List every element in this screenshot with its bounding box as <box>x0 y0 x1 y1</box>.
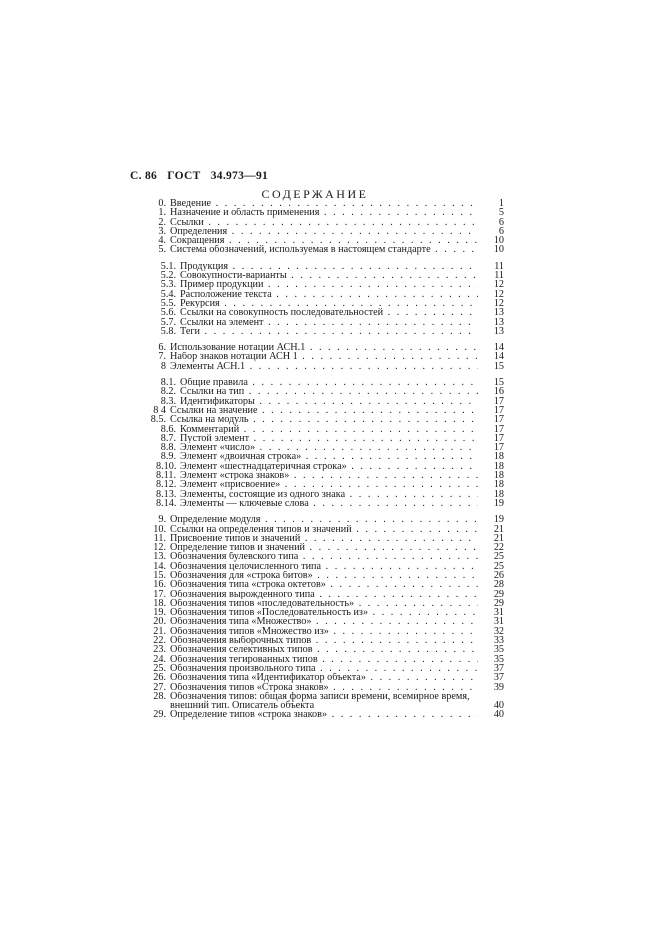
toc-entry-number: 5.2. <box>160 270 176 282</box>
toc-entry-page: 35 <box>493 644 504 656</box>
toc-entry-number: 8.10. <box>156 460 177 472</box>
toc-entry <box>140 406 504 415</box>
toc-entry-page: 21 <box>493 532 504 544</box>
toc-group-gap <box>140 255 504 262</box>
toc-title: СОДЕРЖАНИЕ <box>261 187 369 201</box>
toc-entry-title: Обозначения для «строка битов» . . <box>170 571 478 580</box>
toc-entry-title: Пример продукции . . <box>180 280 478 289</box>
toc-entry-number: 8.2. <box>160 386 176 398</box>
toc-entry-number: 1. <box>158 207 166 219</box>
toc-entry <box>140 471 504 480</box>
toc-entry-number: 21. <box>153 625 166 637</box>
toc-entry-number: 3. <box>158 225 166 237</box>
toc-entry-page: 40 <box>493 700 504 712</box>
toc-entry <box>140 343 504 352</box>
toc-entry-title: Совокупности-варианты . . <box>180 271 478 280</box>
toc-entry-number: 8.9. <box>160 451 176 463</box>
toc-entry <box>140 710 504 719</box>
toc-entry-number: 11. <box>153 532 166 544</box>
toc-entry <box>140 227 504 236</box>
toc-entry-page: 16 <box>493 386 504 398</box>
toc-entry-title: Обозначения типов «Строка знаков» . . <box>170 683 478 692</box>
toc-entry-page: 19 <box>493 497 504 509</box>
toc-entry-page: 17 <box>493 414 504 426</box>
toc-entry-page: 15 <box>493 377 504 389</box>
toc-entry-number: 8 4 <box>153 404 166 416</box>
toc-entry-page: 31 <box>493 607 504 619</box>
toc-entry-number: 4. <box>158 235 166 247</box>
toc-entry-number: 5.8. <box>160 325 176 337</box>
toc-entry-title: Обозначения типов: общая форма записи времени, всемирное время, внешний тип. Описатель объекта <box>170 691 470 711</box>
toc-entry <box>140 534 504 543</box>
toc-entry-page: 10 <box>493 235 504 247</box>
toc-entry-title: Определение типов и значений . . <box>170 543 478 552</box>
toc-entry-page: 13 <box>493 307 504 319</box>
toc-entry-number: 5.6. <box>160 307 176 319</box>
toc-entry-page: 13 <box>493 325 504 337</box>
toc-entry <box>140 262 504 271</box>
toc-entry <box>140 480 504 489</box>
toc-entry <box>140 590 504 599</box>
toc-entry-title: Обозначения типа «Множество» . . <box>170 617 478 626</box>
toc-entry <box>140 673 504 682</box>
toc-entry <box>140 627 504 636</box>
toc-entry-number: 8.13. <box>156 488 177 500</box>
toc-entry-page: 19 <box>493 514 504 526</box>
toc-entry-page: 25 <box>493 560 504 572</box>
toc-entry-number: 8.5. <box>150 414 166 426</box>
toc-entry-title: Система обозначений, используемая в настоящем стандарте . . <box>170 245 478 254</box>
toc-entry <box>140 378 504 387</box>
toc-entry-number: 2. <box>158 216 166 228</box>
toc-entry-page: 37 <box>493 672 504 684</box>
toc-entry-title: Обозначения типов «последовательность» . . <box>170 599 478 608</box>
toc-entry <box>140 397 504 406</box>
toc-entry-number: 10. <box>153 523 166 535</box>
toc-entry-page: 22 <box>493 542 504 554</box>
toc-entry <box>140 208 504 217</box>
toc-entry <box>140 443 504 452</box>
toc-entry-title: Сокращения . . <box>170 236 478 245</box>
toc-entry-number: 26. <box>153 672 166 684</box>
table-of-contents <box>140 199 504 720</box>
toc-entry-page: 10 <box>493 244 504 256</box>
toc-entry-page: 35 <box>493 653 504 665</box>
toc-entry-title: Рекурсия . . <box>180 299 478 308</box>
toc-entry-page: 17 <box>493 432 504 444</box>
toc-entry-title: Расположение текста . . <box>180 290 478 299</box>
toc-entry <box>140 525 504 534</box>
toc-entry-number: 13. <box>153 551 166 563</box>
toc-entry <box>140 362 504 371</box>
toc-entry-number: 28. <box>153 690 166 702</box>
toc-entry-page: 17 <box>493 395 504 407</box>
toc-entry-title: Ссылки . . <box>170 218 478 227</box>
toc-entry <box>140 327 504 336</box>
toc-entry-page: 13 <box>493 316 504 328</box>
toc-entry-title: Комментарий . . <box>180 425 478 434</box>
toc-entry-title: Обозначения вырожденного типа . . <box>170 590 478 599</box>
toc-entry <box>140 199 504 208</box>
toc-entry <box>140 352 504 361</box>
page-number: С. 86 <box>130 170 158 182</box>
toc-entry-number: 8.6. <box>160 423 176 435</box>
toc-entry <box>140 434 504 443</box>
toc-entry-number: 5.7. <box>160 316 176 328</box>
toc-entry-page: 29 <box>493 588 504 600</box>
toc-entry-title: Обозначения селективных типов . . <box>170 645 478 654</box>
toc-entry-page: 11 <box>494 260 504 272</box>
toc-entry-number: 5.4. <box>160 288 176 300</box>
toc-entry <box>140 318 504 327</box>
toc-entry <box>140 552 504 561</box>
toc-entry-number: 18. <box>153 597 166 609</box>
toc-entry-number: 8 <box>160 360 166 372</box>
toc-entry-title: Обозначения типов «Множество из» . . <box>170 627 478 636</box>
toc-entry-title: Общие правила . . <box>180 378 478 387</box>
toc-entry-title: Ссылки на тип . . <box>180 387 478 396</box>
toc-entry-number: 6. <box>158 342 166 354</box>
toc-entry-page: 32 <box>493 625 504 637</box>
toc-entry-page: 14 <box>493 342 504 354</box>
toc-entry-title: Ссылка на модуль . . <box>170 415 478 424</box>
toc-entry-page: 28 <box>493 579 504 591</box>
toc-entry-page: 6 <box>498 216 504 228</box>
toc-entry-number: 8.3. <box>160 395 176 407</box>
toc-entry <box>140 387 504 396</box>
toc-entry-page: 31 <box>493 616 504 628</box>
toc-entry <box>140 617 504 626</box>
toc-entry-number: 5.5. <box>160 297 176 309</box>
toc-entry <box>140 655 504 664</box>
toc-entry-page: 5 <box>498 207 504 219</box>
toc-entry-page: 33 <box>493 635 504 647</box>
toc-entry-number: 24. <box>153 653 166 665</box>
toc-entry <box>140 280 504 289</box>
toc-entry <box>140 290 504 299</box>
toc-entry-number: 5. <box>158 244 166 256</box>
toc-entry-page: 17 <box>493 404 504 416</box>
toc-entry-title: Теги . . <box>180 327 478 336</box>
toc-entry <box>140 218 504 227</box>
toc-entry-number: 8.7. <box>160 432 176 444</box>
toc-entry-number: 20. <box>153 616 166 628</box>
toc-entry-title: Пустой элемент . . <box>180 434 478 443</box>
toc-entry-title: Назначение и область применения . . <box>170 208 478 217</box>
toc-entry-title: Использование нотации АСН.1 . . <box>170 343 478 352</box>
toc-entry-page: 29 <box>493 597 504 609</box>
toc-entry <box>140 562 504 571</box>
toc-entry-number: 7. <box>158 351 166 363</box>
toc-entry-title: Идентификаторы . . <box>180 397 478 406</box>
toc-entry-number: 14. <box>153 560 166 572</box>
toc-entry-number: 29. <box>153 709 166 721</box>
toc-entry-page: 12 <box>493 279 504 291</box>
toc-entry-number: 0. <box>158 198 166 209</box>
toc-entry <box>140 571 504 580</box>
toc-entry-page: 39 <box>493 681 504 693</box>
toc-entry <box>140 271 504 280</box>
toc-entry-page: 12 <box>493 288 504 300</box>
toc-entry-title: Элемент «строка знаков» . . <box>180 471 478 480</box>
toc-entry-title: Введение . . <box>170 199 478 208</box>
toc-entry-number: 19. <box>153 607 166 619</box>
toc-entry-page: 17 <box>493 442 504 454</box>
toc-entry-page: 18 <box>493 479 504 491</box>
toc-entry-title: Продукция . . <box>180 262 478 271</box>
toc-entry <box>140 236 504 245</box>
toc-entry <box>140 452 504 461</box>
toc-entry-title: Определение типов «строка знаков» . . <box>170 710 478 719</box>
toc-entry-page: 18 <box>493 488 504 500</box>
standard-label: ГОСТ <box>167 170 201 182</box>
toc-entry <box>140 462 504 471</box>
page-header <box>130 170 275 182</box>
toc-entry-title: Обозначения типа «Идентификатор объекта» . . <box>170 673 478 682</box>
toc-group-gap <box>140 371 504 378</box>
toc-entry-number: 17. <box>153 588 166 600</box>
toc-entry-title: Обозначения типов «Последовательность из» . . <box>170 608 478 617</box>
toc-entry <box>140 499 504 508</box>
toc-entry <box>140 580 504 589</box>
toc-entry-number: 27. <box>153 681 166 693</box>
toc-entry-title: Элемент «число» . . <box>180 443 478 452</box>
toc-entry <box>140 490 504 499</box>
toc-entry-title: Обозначения целочисленного типа . . <box>170 562 478 571</box>
toc-entry-title: Ссылки на совокупность последовательностей . . <box>180 308 478 317</box>
toc-entry-page: 18 <box>493 460 504 472</box>
toc-entry-number: 23. <box>153 644 166 656</box>
toc-entry-page: 37 <box>493 662 504 674</box>
toc-entry-title: Элементы, состоящие из одного знака . . <box>180 490 478 499</box>
toc-entry-page: 1 <box>498 198 504 209</box>
toc-entry-title: Обозначения булевского типа . . <box>170 552 478 561</box>
toc-entry <box>140 636 504 645</box>
toc-entry-page: 18 <box>493 451 504 463</box>
toc-entry-number: 16. <box>153 579 166 591</box>
toc-entry <box>140 683 504 692</box>
toc-entry-title: Обозначения произвольного типа . . <box>170 664 478 673</box>
toc-entry-number: 8.1. <box>160 377 176 389</box>
toc-entry-title: Элементы АСН.1 . . <box>170 362 478 371</box>
toc-entry-title: Ссылки на определения типов и значений . . <box>170 525 478 534</box>
toc-group-gap <box>140 508 504 515</box>
toc-entry-number: 12. <box>153 542 166 554</box>
toc-entry-number: 8.11. <box>156 470 176 482</box>
toc-entry <box>140 515 504 524</box>
toc-entry-number: 25. <box>153 662 166 674</box>
toc-entry <box>140 645 504 654</box>
toc-entry-number: 8.14. <box>156 497 177 509</box>
toc-entry-page: 6 <box>498 225 504 237</box>
toc-entry-title: Обозначения типа «строка октетов» . . <box>170 580 478 589</box>
toc-entry-title: Элементы — ключевые слова . . <box>180 499 478 508</box>
toc-entry-title: Набор знаков нотации АСН 1 . . <box>170 352 478 361</box>
toc-entry-number: 22. <box>153 635 166 647</box>
toc-entry-number: 15. <box>153 569 166 581</box>
toc-entry-page: 18 <box>493 470 504 482</box>
toc-entry-title: Элемент «шестнадцатеричная строка» . . <box>180 462 478 471</box>
toc-entry-title: Обозначения выборочных типов . . <box>170 636 478 645</box>
toc-group-gap <box>140 336 504 343</box>
toc-entry-page: 17 <box>493 423 504 435</box>
toc-entry-number: 8.12. <box>156 479 177 491</box>
toc-entry-page: 15 <box>493 360 504 372</box>
toc-entry-page: 40 <box>493 709 504 721</box>
toc-entry-title: Обозначения тегированных типов . . <box>170 655 478 664</box>
toc-entry-page: 12 <box>493 297 504 309</box>
toc-entry-page: 25 <box>493 551 504 563</box>
toc-entry-title: Элемент «двоичная строка» . . <box>180 452 478 461</box>
toc-entry-page: 21 <box>493 523 504 535</box>
toc-entry-number: 5.3. <box>160 279 176 291</box>
toc-entry-title: Ссылки на значение . . <box>170 406 478 415</box>
toc-entry <box>140 299 504 308</box>
standard-number: 34.973—91 <box>210 170 269 182</box>
toc-entry-title: Ссылки на элемент . . <box>180 318 478 327</box>
toc-entry-title: Присвоение типов и значений . . <box>170 534 478 543</box>
toc-entry <box>140 425 504 434</box>
toc-entry-number: 5.1. <box>160 260 176 272</box>
toc-entry <box>140 245 504 254</box>
toc-entry-title: Элемент «присвоение» . . <box>180 480 478 489</box>
toc-entry-title: Определения . . <box>170 227 478 236</box>
toc-entry <box>140 415 504 424</box>
toc-entry <box>140 664 504 673</box>
toc-entry <box>140 599 504 608</box>
toc-entry <box>140 543 504 552</box>
toc-entry-title: Определение модуля . . <box>170 515 478 524</box>
toc-entry <box>140 608 504 617</box>
toc-entry-page: 26 <box>493 569 504 581</box>
toc-entry <box>140 308 504 317</box>
toc-entry <box>140 692 504 711</box>
toc-entry-number: 9. <box>158 514 166 526</box>
toc-entry-number: 8.8. <box>160 442 176 454</box>
toc-entry-page: 11 <box>494 270 504 282</box>
toc-entry-page: 14 <box>493 351 504 363</box>
